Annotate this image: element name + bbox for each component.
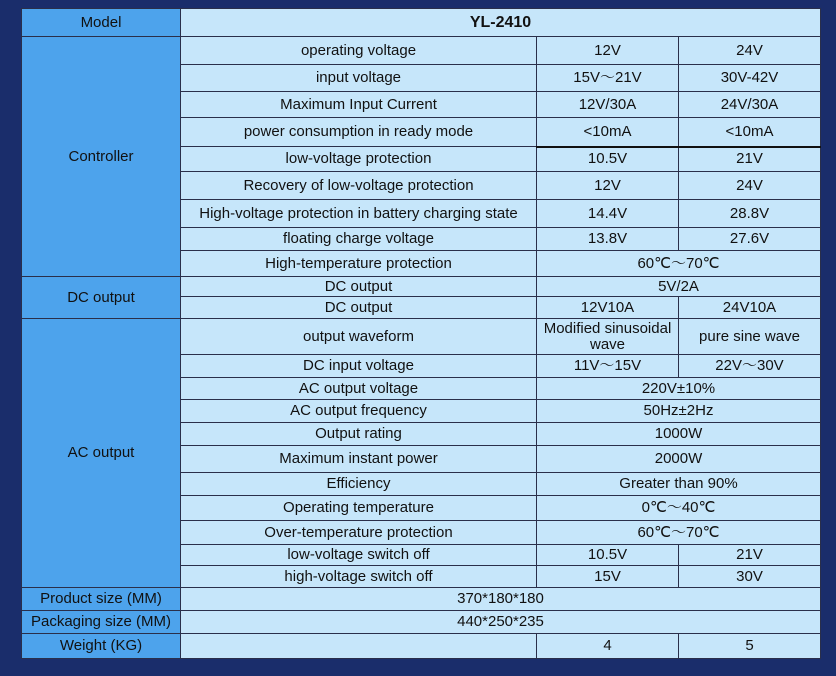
param-name: High-voltage protection in battery charging state xyxy=(181,200,537,228)
param-name: Over-temperature protection xyxy=(181,521,537,545)
group-controller: Controller xyxy=(22,37,181,277)
value-shared: 220V±10% xyxy=(537,378,821,400)
param-name: input voltage xyxy=(181,65,537,92)
group-dc-output: DC output xyxy=(22,277,181,319)
param-name: DC output xyxy=(181,297,537,319)
table-row xyxy=(22,611,821,634)
value-12v: 12V xyxy=(537,37,679,65)
value-12v: Modified sinusoidal wave xyxy=(537,319,679,355)
table-row xyxy=(22,588,821,611)
value-shared: Greater than 90% xyxy=(537,473,821,496)
param-name: high-voltage switch off xyxy=(181,566,537,588)
product-size-value: 370*180*180 xyxy=(181,588,821,611)
param-name: floating charge voltage xyxy=(181,228,537,251)
value-24v: 24V/30A xyxy=(679,92,821,118)
param-name: DC output xyxy=(181,277,537,297)
value-24v: 30V-42V xyxy=(679,65,821,92)
value-12v: 15V～21V xyxy=(537,65,679,92)
weight-blank xyxy=(181,634,537,659)
value-shared: 0℃～40℃ xyxy=(537,496,821,521)
param-name: AC output voltage xyxy=(181,378,537,400)
packaging-size-label: Packaging size (MM) xyxy=(22,611,181,634)
spec-table xyxy=(21,8,821,659)
value-12v: 14.4V xyxy=(537,200,679,228)
value-shared: 5V/2A xyxy=(537,277,821,297)
value-24v: 21V xyxy=(679,545,821,566)
value-24v: <10mA xyxy=(679,118,821,147)
product-size-label: Product size (MM) xyxy=(22,588,181,611)
weight-label: Weight (KG) xyxy=(22,634,181,659)
value-12v: 12V/30A xyxy=(537,92,679,118)
value-12v: 11V～15V xyxy=(537,355,679,378)
value-24v: 30V xyxy=(679,566,821,588)
value-12v: 12V xyxy=(537,172,679,200)
param-name: Output rating xyxy=(181,423,537,446)
value-24v: 28.8V xyxy=(679,200,821,228)
param-name: low-voltage switch off xyxy=(181,545,537,566)
table-row xyxy=(22,634,821,659)
table-row xyxy=(22,9,821,37)
param-name: DC input voltage xyxy=(181,355,537,378)
group-ac-output: AC output xyxy=(22,319,181,588)
value-shared: 1000W xyxy=(537,423,821,446)
value-12v: 13.8V xyxy=(537,228,679,251)
weight-12v: 4 xyxy=(537,634,679,659)
value-shared: 50Hz±2Hz xyxy=(537,400,821,423)
value-24v: 22V～30V xyxy=(679,355,821,378)
model-label: Model xyxy=(22,9,181,37)
param-name: Operating temperature xyxy=(181,496,537,521)
value-24v: 21V xyxy=(679,147,821,172)
param-name: Efficiency xyxy=(181,473,537,496)
value-12v: <10mA xyxy=(537,118,679,147)
value-12v: 10.5V xyxy=(537,545,679,566)
value-24v: 24V10A xyxy=(679,297,821,319)
param-name: operating voltage xyxy=(181,37,537,65)
weight-24v: 5 xyxy=(679,634,821,659)
param-name: Maximum instant power xyxy=(181,446,537,473)
value-24v: pure sine wave xyxy=(679,319,821,355)
param-name: low-voltage protection xyxy=(181,147,537,172)
table-row xyxy=(22,277,821,297)
param-name: Recovery of low-voltage protection xyxy=(181,172,537,200)
param-name: output waveform xyxy=(181,319,537,355)
value-shared: 2000W xyxy=(537,446,821,473)
value-24v: 24V xyxy=(679,172,821,200)
param-name: power consumption in ready mode xyxy=(181,118,537,147)
value-12v: 15V xyxy=(537,566,679,588)
table-row xyxy=(22,37,821,65)
table-row xyxy=(22,319,821,355)
model-value: YL-2410 xyxy=(181,9,821,37)
value-24v: 27.6V xyxy=(679,228,821,251)
value-24v: 24V xyxy=(679,37,821,65)
value-12v: 10.5V xyxy=(537,147,679,172)
param-name: High-temperature protection xyxy=(181,251,537,277)
param-name: AC output frequency xyxy=(181,400,537,423)
value-shared: 60℃～70℃ xyxy=(537,251,821,277)
packaging-size-value: 440*250*235 xyxy=(181,611,821,634)
value-12v: 12V10A xyxy=(537,297,679,319)
param-name: Maximum Input Current xyxy=(181,92,537,118)
value-shared: 60℃～70℃ xyxy=(537,521,821,545)
